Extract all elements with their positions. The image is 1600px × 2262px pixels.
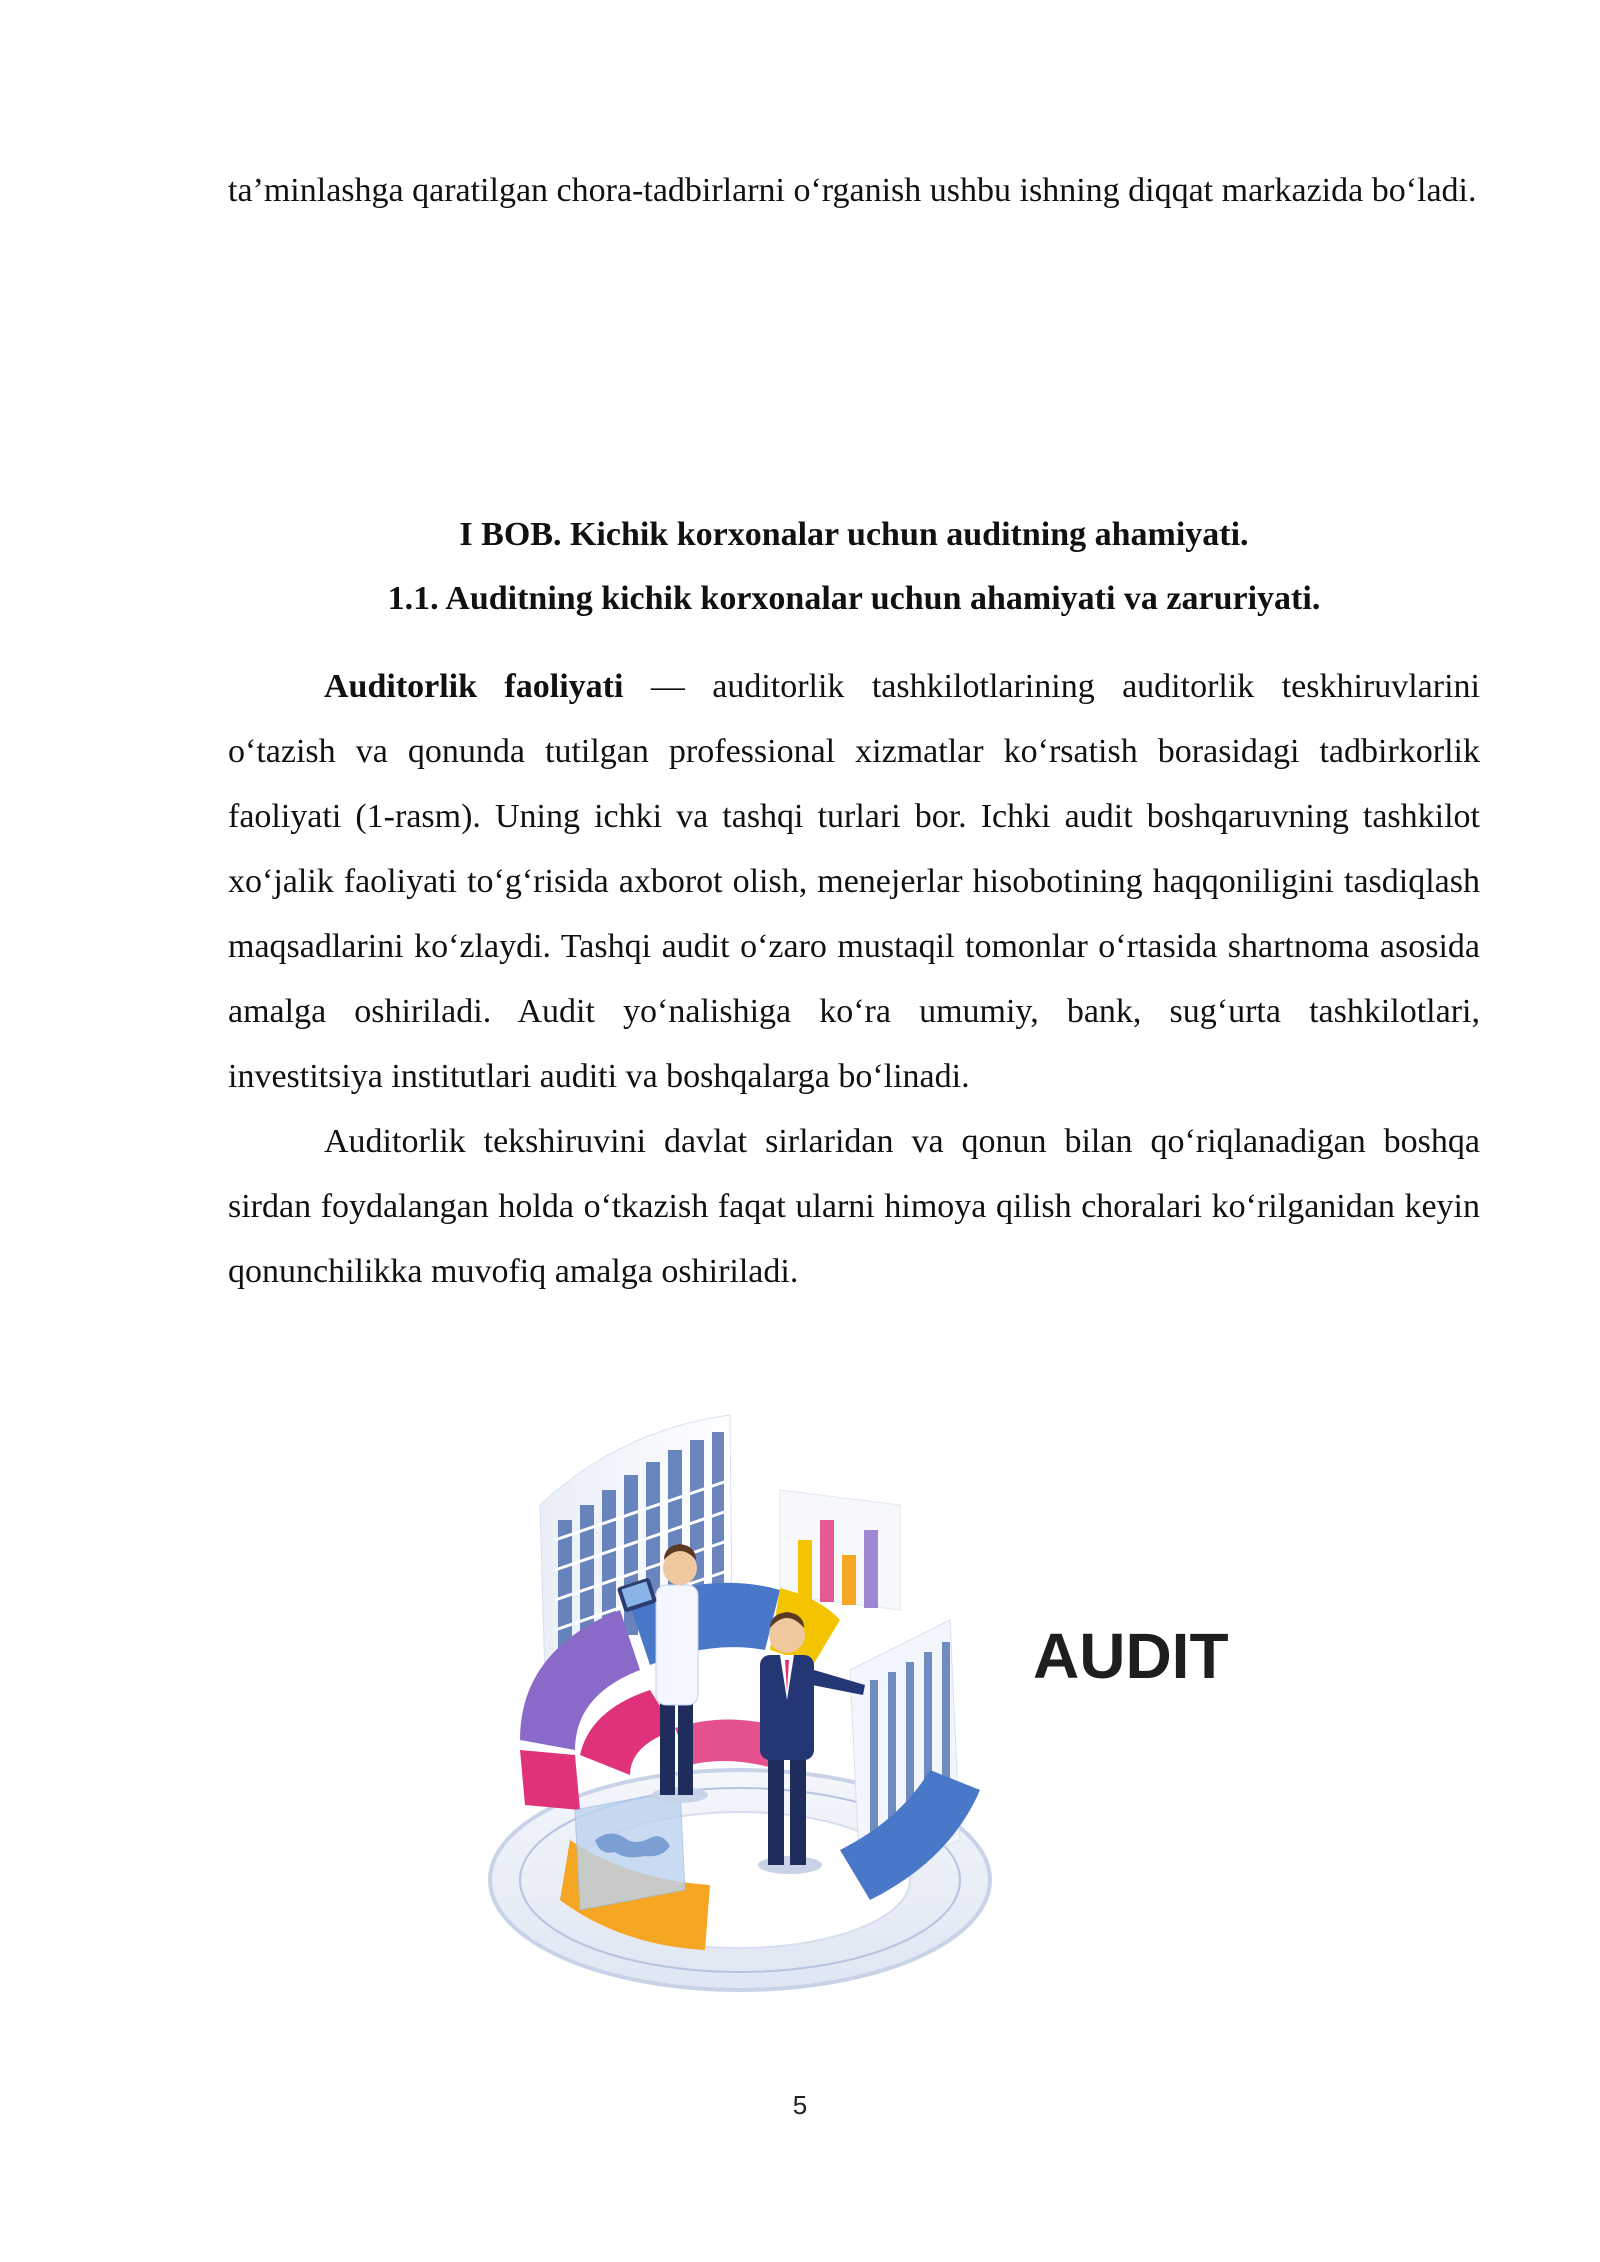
term-auditorlik-faoliyati: Auditorlik faoliyati [324,668,624,705]
paragraph-1-text: — auditorlik tashkilotlarining auditorlik teskhiruvlarini o‘tazish va qonunda tutilgan professional xizmatlar ko‘rsatish borasidagi tadbirkorlik faoliyati (1-rasm). Uning ichki va tashqi turlari bor. Ichki audit boshqaruvning tashkilot xo‘jalik faoliyati to‘g‘risida axborot olish, menejerlar hisobotining haqqoniligini tasdiqlash maqsadlarini ko‘zlaydi. Tashqi audit o‘zaro mustaqil tomonlar o‘rtasida shartnoma asosida amalga oshiriladi. Audit yo‘nalishiga ko‘ra umumiy, bank, sug‘urta tashkilotlari, investitsiya institutlari auditi va boshqalarga bo‘linadi. [228,668,1480,1095]
audit-illustration [480,1410,1280,2020]
body-text [228,654,1480,1304]
world-map-panel [575,1790,685,1910]
paragraph-2: Auditorlik tekshiruvini davlat sirlaridan va qonun bilan qo‘riqlanadigan boshqa sirdan foydalangan holda o‘tkazish faqat ularni himoya qilish choralari ko‘rilganidan keyin qonunchilikka muvofiq amalga oshiriladi. [228,1123,1480,1290]
section-heading: 1.1. Auditning kichik korxonalar uchun ahamiyati va zaruriyati. [387,580,1321,617]
intro-text: ta’minlashga qaratilgan chora-tadbirlarni o‘rganish ushbu ishning diqqat markazida bo‘ladi. [228,172,1477,209]
chapter-heading: I BOB. Kichik korxonalar uchun auditning ahamiyati. [459,516,1249,553]
audit-label: AUDIT [1033,1620,1229,1692]
intro-paragraph [228,158,1480,223]
paragraph-1 [228,654,1480,1109]
bar-chart-panel [780,1490,900,1610]
page-number: 5 [792,2090,808,2120]
